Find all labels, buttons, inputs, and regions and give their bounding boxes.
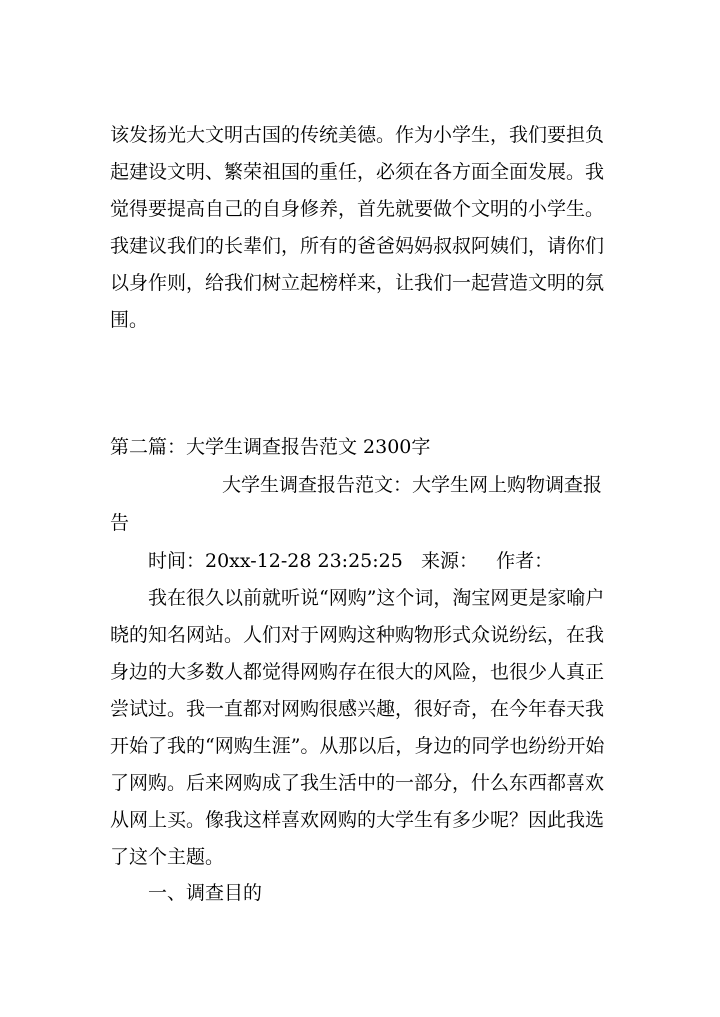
body-paragraph-2: 我在很久以前就听说“网购”这个词，淘宝网更是家喻户晓的知名网站。人们对于网购这种购物形式众说纷纭，在我身边的大多数人都觉得网购存在很大的风险，也很少人真正尝试过。我一直都对网购很感兴趣，很好奇，在今年春天我开始了我的“网购生涯”。从那以后，身边的同学也纷纷开始了网购。后来网购成了我生活中的一部分，什么东西都喜欢从网上买。像我这样喜欢网购的大学生有多少呢？因此我选了这个主题。 [110, 587, 605, 868]
subsection-heading: 一、调查目的 [148, 882, 263, 904]
article-meta: 时间：20xx-12-28 23:25:25 来源： 作者： [148, 550, 554, 572]
report-title-line-1: 大学生调查报告范文：大学生网上购物调查报 [222, 474, 603, 496]
body-paragraph-1: 该发扬光大文明古国的传统美德。作为小学生，我们要担负起建设文明、繁荣祖国的重任，必须在各方面全面发展。我觉得要提高自己的自身修养，首先就要做个文明的小学生。我建议我们的长辈们，所有的爸爸妈妈叔叔阿姨们，请你们以身作则，给我们树立起榜样来，让我们一起营造文明的氛围。 [110, 124, 605, 331]
section-title: 第二篇：大学生调查报告范文 2300字 [110, 436, 431, 458]
report-title-line-2: 告 [110, 512, 130, 534]
